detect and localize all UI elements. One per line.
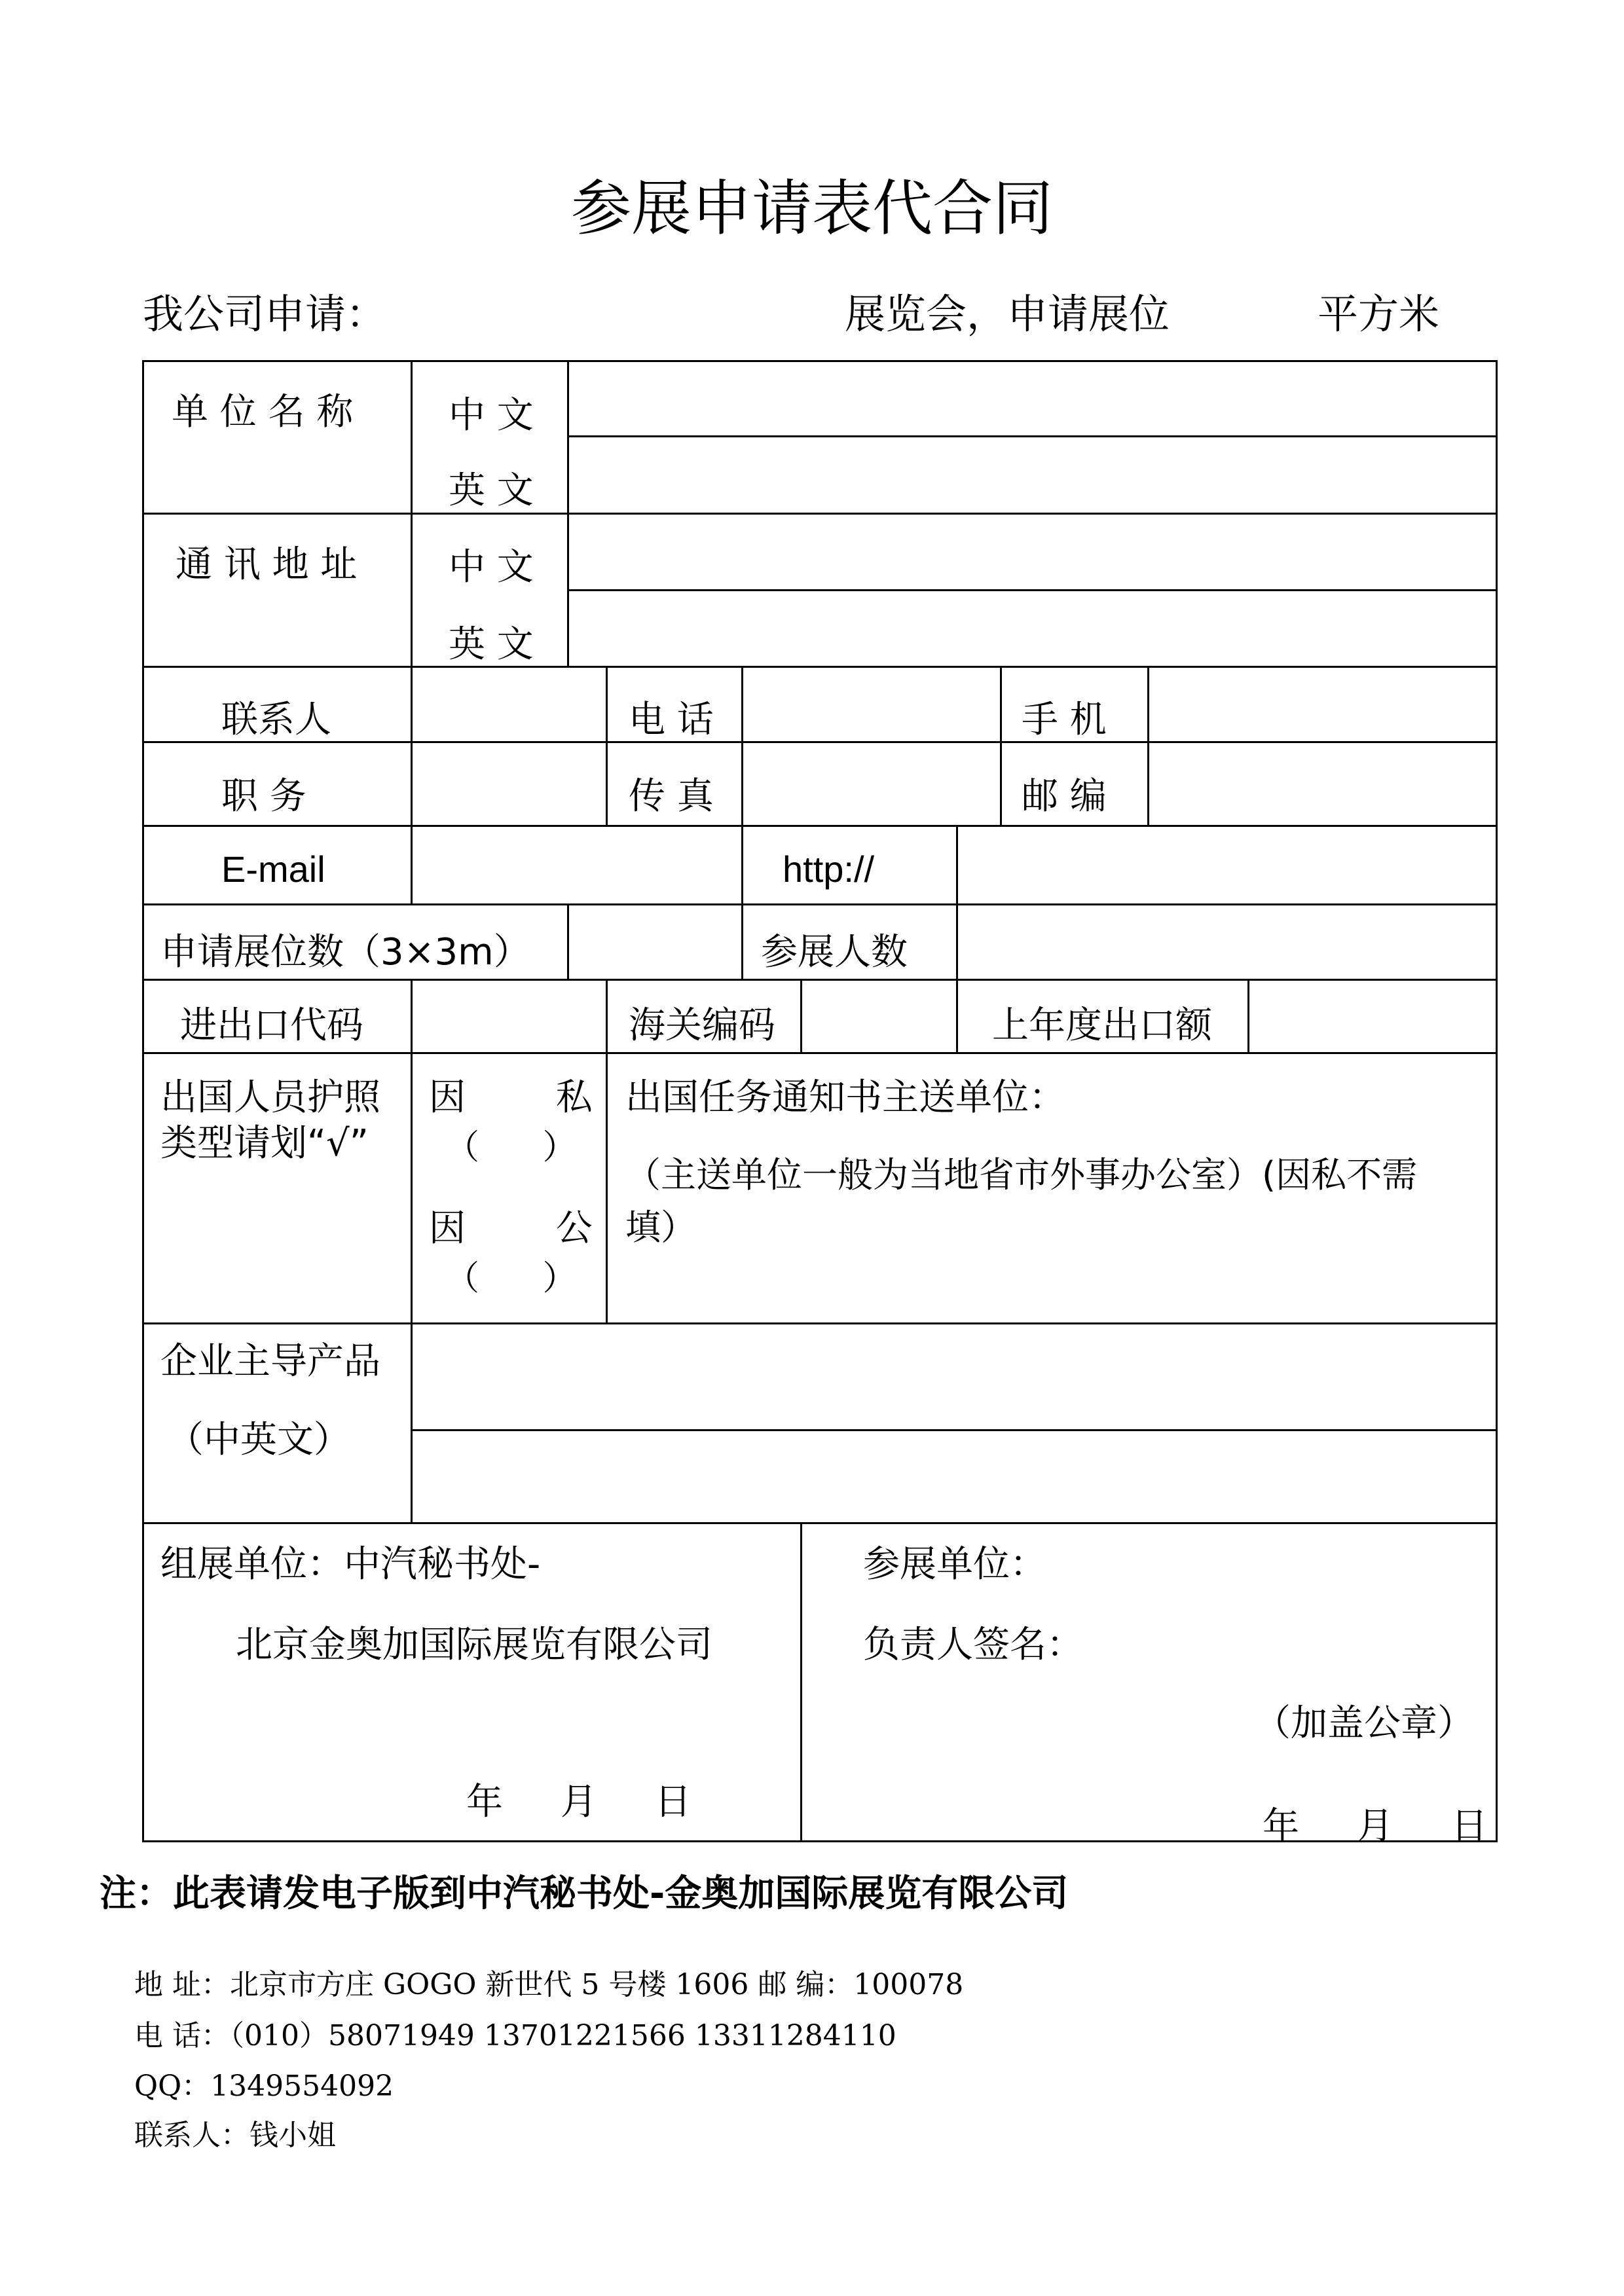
label-company-name-english: 英 文 [449,469,534,512]
label-last-year-export: 上年度出口额 [992,1004,1212,1047]
label-participants: 参展人数 [761,931,908,974]
intro-square-meters: 平方米 [1318,290,1440,338]
label-address: 通 讯 地 址 [175,543,358,586]
footer-phone: 电 话：（010）58071949 13701221566 13311284110 [134,2019,896,2052]
option-private-passport[interactable]: 因 私 [429,1076,593,1119]
label-postcode: 邮 编 [1022,775,1107,818]
note-notice-recipient-line1: （主送单位一般为当地省市外事办公室）(因私不需 [625,1154,1418,1195]
note-notice-recipient-line2: 填） [625,1207,696,1248]
page-title: 参展申请表代合同 [570,173,1053,244]
label-mobile: 手 机 [1022,699,1107,741]
label-contact-person: 联系人 [221,699,331,741]
label-customs-code: 海关编码 [629,1004,775,1047]
footer-qq: QQ：1349554092 [134,2069,394,2103]
label-email: E-mail [221,848,325,890]
label-company-seal: （加盖公章） [1254,1702,1474,1745]
date-exhibitor: 年 月 日 [1263,1805,1488,1848]
label-signature: 负责人签名： [863,1624,1083,1666]
label-fax: 传 真 [629,775,714,818]
label-phone: 电 话 [629,699,714,741]
label-main-products-lang: （中英文） [167,1419,350,1461]
label-passport-type-line2: 类型请划“√” [160,1122,369,1165]
label-passport-type-line1: 出国人员护照 [160,1076,380,1119]
label-address-chinese: 中 文 [449,546,534,589]
label-http: http:// [783,848,875,890]
footer-contact: 联系人：钱小姐 [134,2119,336,2152]
label-address-english: 英 文 [449,623,534,666]
checkbox-private[interactable]: （ ） [445,1128,577,1167]
footer-address: 地 址：北京市方庄 GOGO 新世代 5 号楼 1606 邮 编：100078 [134,1968,964,2001]
label-notice-recipient: 出国任务通知书主送单位： [625,1076,1065,1119]
intro-exhibition-booth: 展览会，申请展位 [845,290,1170,338]
checkbox-public[interactable]: （ ） [445,1259,577,1298]
date-organizer: 年 月 日 [466,1781,692,1823]
organizer-name: 北京金奥加国际展览有限公司 [236,1624,712,1666]
label-company-name-chinese: 中 文 [449,394,534,437]
label-position: 职 务 [221,775,306,818]
label-exhibitor: 参展单位： [863,1543,1046,1586]
label-booth-count: 申请展位数（3×3m） [160,931,530,974]
option-public-passport[interactable]: 因 公 [429,1207,593,1250]
label-company-name: 单 位 名 称 [172,391,354,433]
footer-note: 注：此表请发电子版到中汽秘书处-金奥加国际展览有限公司 [100,1872,1069,1915]
label-import-export-code: 进出口代码 [180,1004,363,1047]
label-main-products: 企业主导产品 [160,1340,380,1383]
intro-company-apply: 我公司申请： [143,290,387,338]
label-organizer: 组展单位：中汽秘书处- [160,1543,541,1586]
